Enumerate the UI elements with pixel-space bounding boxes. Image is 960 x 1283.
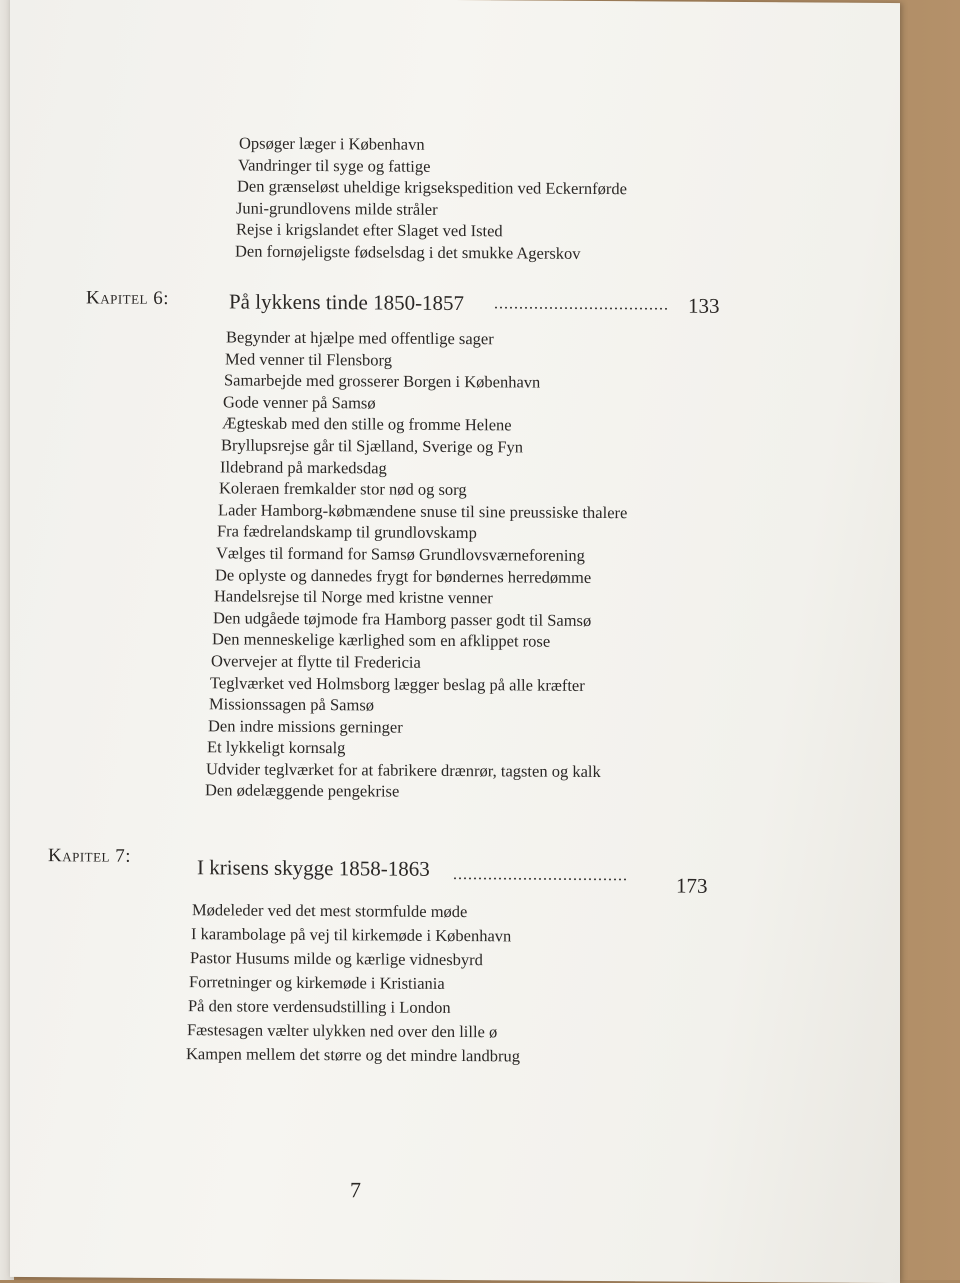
list-item: Fra fædrelandskamp til grundlovskamp <box>217 521 477 543</box>
list-item: Udvider teglværket for at fabrikere drænrør, tagsten og kalk <box>206 759 601 781</box>
list-item: Med venner til Flensborg <box>225 348 392 370</box>
chapter-6-page-number: 133 <box>688 293 720 318</box>
list-item: Den grænseløst uheldige krigsekspedition ved Eckernførde <box>237 176 627 199</box>
list-item: Den udgåede tøjmode fra Hamborg passer godt til Samsø <box>213 608 592 630</box>
list-item: Den menneskelige kærlighed som en afklippet rose <box>212 629 551 651</box>
chapter-7-heading <box>10 843 900 898</box>
list-item: Handelsrejse til Norge med kristne venner <box>214 586 493 608</box>
chapter-6-leader-dots: ................................... <box>494 295 669 314</box>
list-item: Teglværket ved Holmsborg lægger beslag på alle kræfter <box>210 672 585 695</box>
chapter-6-label: Kapitel 6: <box>86 287 170 310</box>
list-item: Lader Hamborg-købmændene snuse til sine preussiske thalere <box>218 500 628 522</box>
list-item: Ægteskab med den stille og fromme Helene <box>222 413 512 435</box>
list-item: På den store verdensudstilling i London <box>188 996 451 1017</box>
list-item: Ildebrand på markedsdag <box>220 456 387 478</box>
list-item: Begynder at hjælpe med offentlige sager <box>226 327 494 349</box>
chapter-6-entry <box>10 287 900 802</box>
list-item: Vælges til formand for Samsø Grundlovsværneforening <box>216 543 585 565</box>
intro-section-list <box>235 132 627 264</box>
chapter-6-section-list <box>205 326 628 804</box>
list-item: Mødeleder ved det mest stormfulde møde <box>192 900 468 922</box>
list-item: I karambolage på vej til kirkemøde i København <box>191 924 512 946</box>
table-of-contents <box>10 0 900 1283</box>
list-item: Forretninger og kirkemøde i Kristiania <box>189 972 445 993</box>
list-item: Den fornøjeligste fødselsdag i det smukke Agerskov <box>235 241 581 263</box>
chapter-6-title: På lykkens tinde 1850-1857 <box>229 289 465 316</box>
list-item: Vandringer til syge og fattige <box>238 155 431 176</box>
list-item: Et lykkeligt kornsalg <box>207 737 346 758</box>
list-item: Bryllupsrejse går til Sjælland, Sverige og Fyn <box>221 435 524 457</box>
chapter-6-heading <box>10 287 900 323</box>
page-number: 7 <box>350 1177 361 1203</box>
list-item: De oplyste og dannedes frygt for bøndernes herredømme <box>215 564 592 587</box>
list-item: Pastor Husums milde og kærlige vidnesbyrd <box>190 948 483 970</box>
chapter-7-section-list <box>186 898 520 1068</box>
list-item: Den indre missions gerninger <box>208 715 403 737</box>
list-item: Juni-grundlovens milde stråler <box>236 198 438 219</box>
chapter-7-title: I krisens skygge 1858-1863 <box>197 855 430 881</box>
list-item: Missionssagen på Samsø <box>209 694 374 715</box>
list-item: Kampen mellem det større og det mindre landbrug <box>186 1044 521 1066</box>
list-item: Gode venner på Samsø <box>223 392 376 413</box>
book-page <box>10 0 900 1283</box>
list-item: Samarbejde med grosserer Borgen i København <box>224 370 541 392</box>
list-item: Fæstesagen vælter ulykken ned over den lille ø <box>187 1020 498 1042</box>
list-item: Rejse i krigslandet efter Slaget ved Isted <box>236 219 503 241</box>
chapter-7-leader-dots: ................................... <box>453 865 628 885</box>
chapter-7-label: Kapitel 7: <box>48 845 132 867</box>
chapter-7-entry <box>10 843 900 1066</box>
list-item: Den ødelæggende pengekrise <box>205 780 400 802</box>
chapter-7-page-number: 173 <box>676 873 708 898</box>
list-item: Overvejer at flytte til Fredericia <box>211 651 421 672</box>
list-item: Koleraen fremkalder stor nød og sorg <box>219 478 467 500</box>
list-item: Opsøger læger i København <box>239 133 425 154</box>
